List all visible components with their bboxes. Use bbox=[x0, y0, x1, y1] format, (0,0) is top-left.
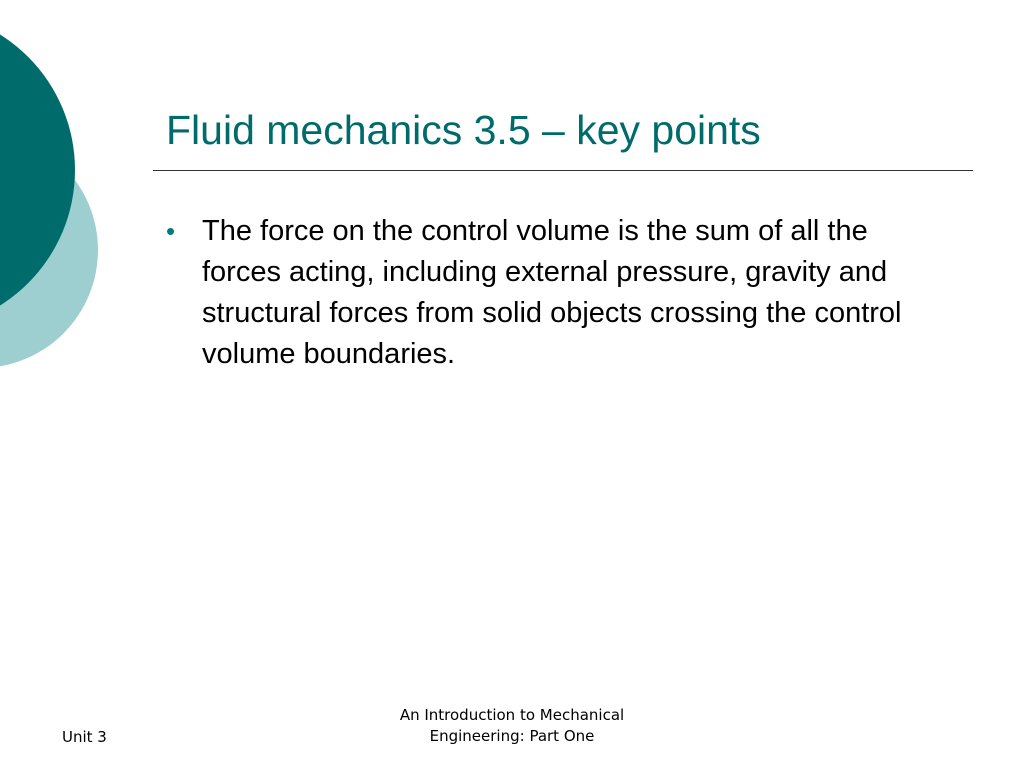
title-divider bbox=[153, 170, 973, 171]
footer-course-title-line1: An Introduction to Mechanical bbox=[399, 706, 625, 724]
footer-course-title bbox=[352, 705, 672, 747]
slide-title: Fluid mechanics 3.5 – key points bbox=[166, 107, 761, 153]
footer-course-title-line2: Engineering: Part One bbox=[429, 727, 595, 745]
bullet-item bbox=[166, 211, 946, 375]
bullet-list bbox=[166, 211, 946, 375]
bullet-glyph: • bbox=[166, 216, 176, 246]
bullet-text: The force on the control volume is the sum of all the forces acting, including external pressure, gravity and structural forces from solid objects crossing the control volume boundaries. bbox=[202, 215, 902, 370]
footer-unit-label: Unit 3 bbox=[62, 728, 107, 746]
decorative-circles bbox=[0, 0, 120, 420]
